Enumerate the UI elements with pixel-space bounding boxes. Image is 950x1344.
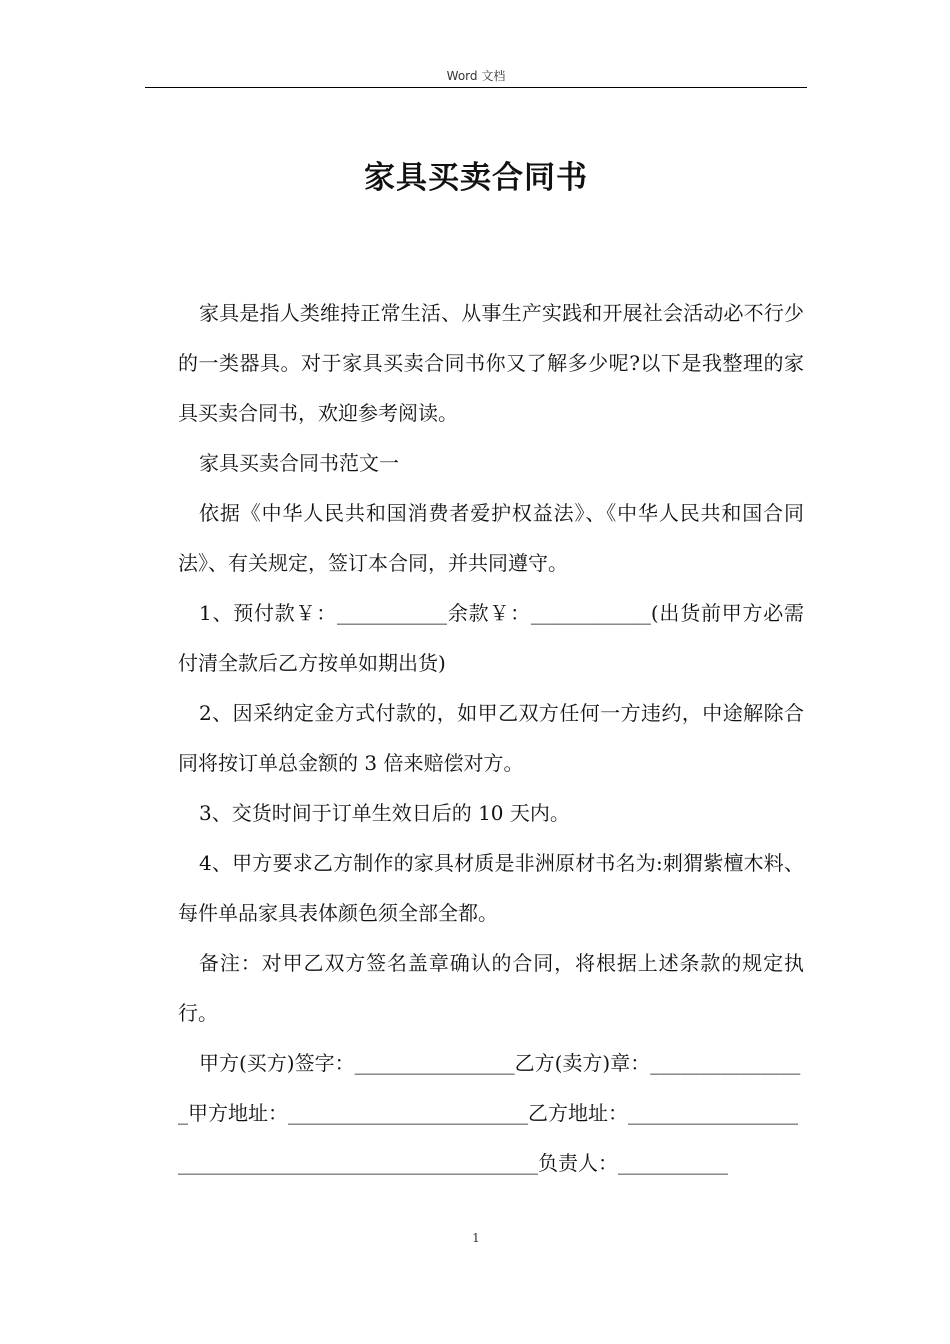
legal-basis-paragraph: 依据《中华人民共和国消费者爱护权益法》、《中华人民共和国合同法》、有关规定，签订本合同，并共同遵守。 [178,501,804,575]
clause-2-deposit: 2、因采纳定金方式付款的，如甲乙双方任何一方违约，中途解除合同将按订单总金额的 3 倍来赔偿对方。 [178,701,804,775]
header-divider [145,87,807,88]
remarks-paragraph: 备注：对甲乙双方签名盖章确认的合同，将根据上述条款的规定执行。 [178,951,804,1025]
clause-3-delivery: 3、交货时间于订单生效日后的 10 天内。 [199,801,570,825]
document-title: 家具买卖合同书 [364,160,588,196]
page-header: Word 文档 [446,69,506,83]
signature-block: 甲方(买方)签字：________________乙方(卖方)章：________________甲方地址：________________________乙方地址：_____________________________________________________负责人：___________ [178,1051,801,1175]
clause-1-payment: 1、预付款￥：___________余款￥：____________(出货前甲方必需付清全款后乙方按单如期出货) [178,601,804,675]
page-number: 1 [472,1231,480,1245]
clause-4-material: 4、甲方要求乙方制作的家具材质是非洲原材书名为:刺猬紫檀木料、每件单品家具表体颜色须全部全都。 [178,851,804,925]
document-body [178,288,804,1188]
section-heading: 家具买卖合同书范文一 [199,451,399,475]
intro-paragraph: 家具是指人类维持正常生活、从事生产实践和开展社会活动必不行少的一类器具。对于家具买卖合同书你又了解多少呢?以下是我整理的家具买卖合同书，欢迎参考阅读。 [178,301,804,425]
